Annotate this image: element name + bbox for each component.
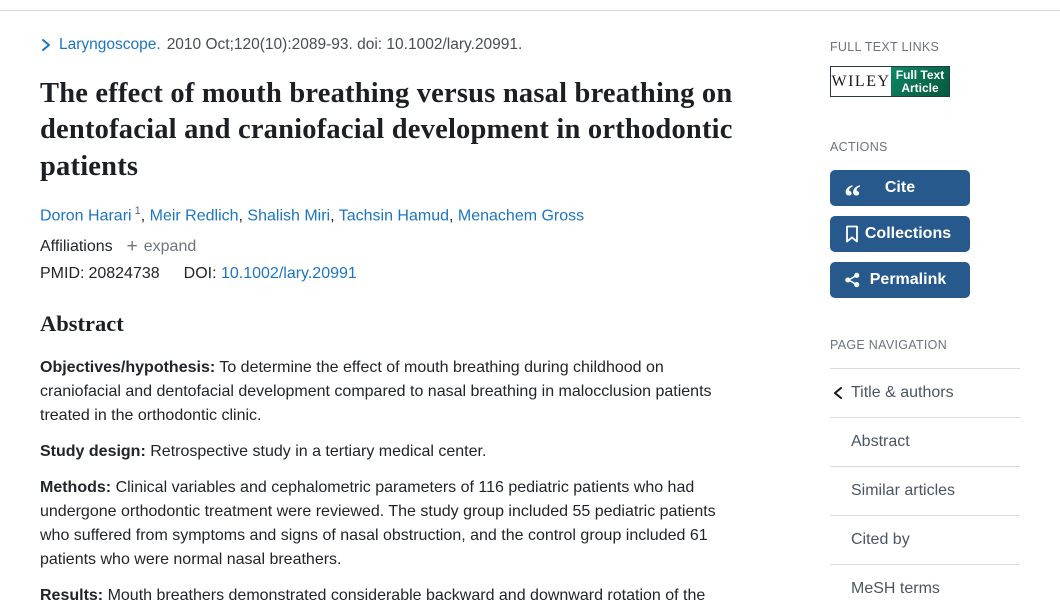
author-superscript: 1 xyxy=(134,204,141,217)
section-text: Retrospective study in a tertiary medical center. xyxy=(150,442,487,460)
wiley-logo: WILEY xyxy=(831,67,891,96)
section-text: Mouth breathers demonstrated considerable backward and downward rotation of the xyxy=(107,586,706,600)
expand-affiliations-button[interactable] xyxy=(126,235,197,257)
page-navigation-list xyxy=(830,368,1020,600)
authors-list xyxy=(40,205,755,225)
abstract-section-objectives xyxy=(40,356,746,428)
citation-details: 2010 Oct;120(10):2089-93. doi: 10.1002/lary.20991. xyxy=(166,36,523,53)
author-separator: , xyxy=(330,206,339,224)
section-label: Study design: xyxy=(40,442,146,460)
collections-button-label: Collections xyxy=(864,225,952,242)
abstract-section-results xyxy=(40,584,746,600)
affiliations-label: Affiliations xyxy=(40,237,113,255)
nav-item-cited-by[interactable] xyxy=(830,515,1020,564)
section-label: Methods: xyxy=(40,478,112,496)
author-link[interactable]: Meir Redlich xyxy=(149,206,239,224)
right-sidebar xyxy=(830,40,1020,600)
nav-item-similar-articles[interactable] xyxy=(830,466,1020,515)
chevron-left-icon xyxy=(832,386,844,400)
expand-label: expand xyxy=(143,237,197,255)
abstract-heading: Abstract xyxy=(40,310,124,336)
nav-item-mesh-terms[interactable] xyxy=(830,564,1020,600)
permalink-button-label: Permalink xyxy=(869,271,947,288)
plus-icon: + xyxy=(126,235,138,257)
abstract-section-study-design xyxy=(40,440,746,464)
author-link[interactable]: Doron Harari xyxy=(40,206,132,224)
permalink-button[interactable] xyxy=(830,262,970,298)
header-divider xyxy=(0,10,1060,11)
bookmark-icon xyxy=(844,225,860,243)
doi-label: DOI: xyxy=(183,264,217,282)
section-label: Objectives/hypothesis: xyxy=(40,358,216,376)
collections-button[interactable] xyxy=(830,216,970,252)
abstract-section-methods xyxy=(40,476,746,572)
author-separator: , xyxy=(238,206,248,224)
article-main-column xyxy=(40,36,755,600)
nav-item-label: MeSH terms xyxy=(851,580,940,597)
full-text-article-label: Full Text Article xyxy=(891,67,949,96)
page-title: The effect of mouth breathing versus nasal breathing on dentofacial and craniofacial development in orthodontic patients xyxy=(40,78,733,182)
full-text-links-label: FULL TEXT LINKS xyxy=(830,40,940,54)
pmid-value: 20824738 xyxy=(88,264,160,282)
nav-item-title-authors[interactable] xyxy=(830,368,1020,417)
section-text: To determine the effect of mouth breathing during childhood on craniofacial and dentofacial development compared to nasal breathing in malocclusion patients treated in the orthodontic clinic. xyxy=(40,358,712,424)
pmid-label: PMID: xyxy=(40,264,85,282)
nav-item-abstract[interactable] xyxy=(830,417,1020,466)
share-icon xyxy=(844,271,861,289)
journal-link[interactable]: Laryngoscope. xyxy=(59,36,161,53)
author-link[interactable]: Tachsin Hamud xyxy=(338,206,449,224)
actions-label: ACTIONS xyxy=(830,140,888,154)
cite-button-label: Cite xyxy=(884,179,916,196)
author-separator: , xyxy=(449,206,458,224)
article-ids-row xyxy=(40,265,755,283)
doi-link[interactable]: 10.1002/lary.20991 xyxy=(220,264,357,282)
section-text: Clinical variables and cephalometric parameters of 116 pediatric patients who had undergone orthodontic treatment were reviewed. The study group included 55 pediatric patients who suffered from symptoms and signs of nasal obstruction, and the control group included 61 patients who were normal nasal breathers. xyxy=(40,478,716,568)
page-navigation-label: PAGE NAVIGATION xyxy=(830,338,948,352)
nav-item-label: Abstract xyxy=(851,433,910,450)
journal-citation xyxy=(40,36,755,54)
nav-item-label: Similar articles xyxy=(851,482,956,499)
author-link[interactable]: Menachem Gross xyxy=(457,206,585,224)
section-label: Results: xyxy=(40,586,104,600)
author-separator: , xyxy=(140,206,150,224)
wiley-full-text-button[interactable] xyxy=(830,66,950,97)
cite-button[interactable]: “ Cite xyxy=(830,170,970,206)
nav-item-label: Cited by xyxy=(851,531,910,548)
chevron-right-icon[interactable] xyxy=(40,38,52,52)
affiliations-row xyxy=(40,235,755,257)
author-link[interactable]: Shalish Miri xyxy=(247,206,331,224)
nav-item-label: Title & authors xyxy=(851,384,954,401)
